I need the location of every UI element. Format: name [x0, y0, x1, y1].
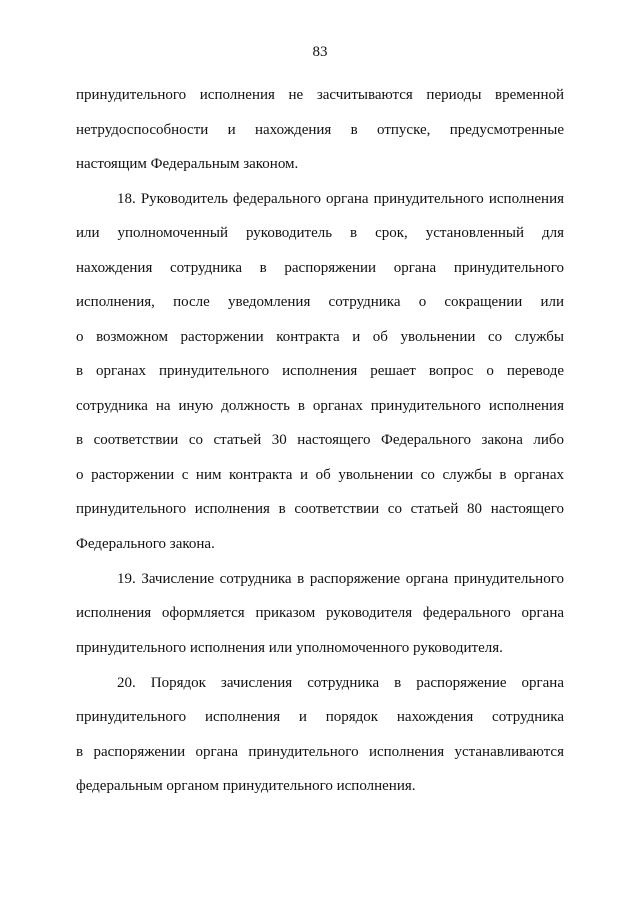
text-line: о возможном расторжении контракта и об увольнении со службы [76, 329, 564, 345]
text-line: исполнения, после уведомления сотрудника о сокращении или [76, 294, 564, 310]
text-line: о расторжении с ним контракта и об увольнении со службы в органах [76, 467, 564, 483]
page-number: 83 [312, 44, 328, 60]
text-line: в распоряжении органа принудительного исполнения устанавливаются [76, 744, 564, 760]
text-line: принудительного исполнения или уполномоченного руководителя. [76, 640, 503, 656]
text-line: настоящим Федеральным законом. [76, 156, 299, 172]
text-line: нахождения сотрудника в распоряжении органа принудительного [76, 260, 564, 276]
text-line: сотрудника на иную должность в органах принудительного исполнения [76, 398, 564, 414]
text-line: нетрудоспособности и нахождения в отпуске, предусмотренные [76, 122, 564, 138]
text-line: принудительного исполнения в соответствии со статьей 80 настоящего [76, 501, 564, 517]
text-line: или уполномоченный руководитель в срок, установленный для [76, 225, 564, 241]
text-line: в органах принудительного исполнения решает вопрос о переводе [76, 363, 564, 379]
text-line: принудительного исполнения и порядок нахождения сотрудника [76, 709, 564, 725]
text-line: Федерального закона. [76, 536, 215, 552]
paragraph-20-first-line: 20. Порядок зачисления сотрудника в распоряжение органа [117, 675, 564, 691]
text-line: принудительного исполнения не засчитываются периоды временной [76, 87, 564, 103]
text-line: в соответствии со статьей 30 настоящего Федерального закона либо [76, 432, 564, 448]
text-line: федеральным органом принудительного исполнения. [76, 778, 416, 794]
paragraph-19-first-line: 19. Зачисление сотрудника в распоряжение органа принудительного [117, 571, 564, 587]
paragraph-18-first-line: 18. Руководитель федерального органа принудительного исполнения [117, 191, 564, 207]
text-line: исполнения оформляется приказом руководителя федерального органа [76, 605, 564, 621]
